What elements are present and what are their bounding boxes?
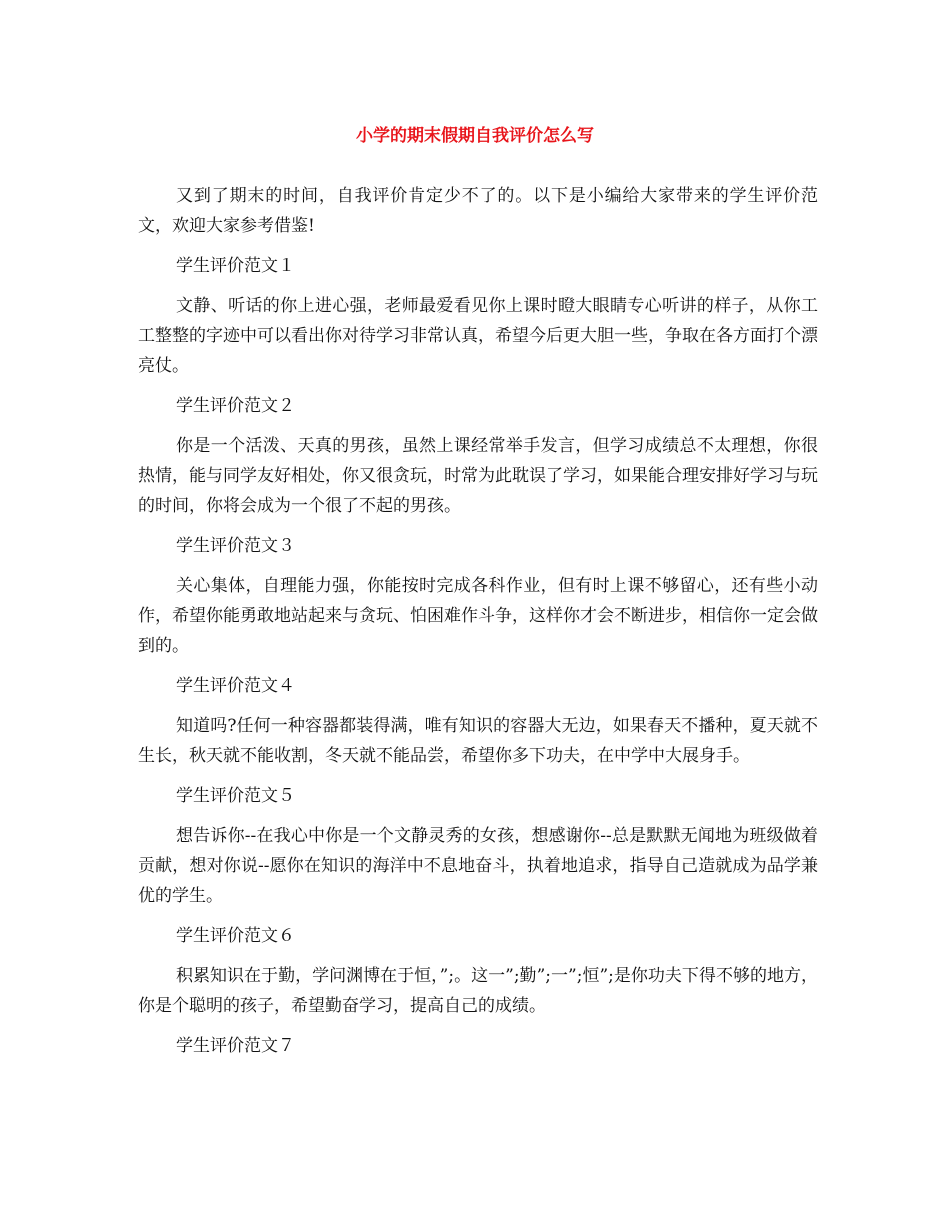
section-heading-6: 学生评价范文６: [176, 926, 295, 946]
section-text-1: 文静、听话的你上进心强，老师最爱看见你上课时瞪大眼睛专心听讲的样子，从你工工整整的字迹中可以看出你对待学习非常认真，希望今后更大胆一些，争取在各方面打个漂亮仗。: [138, 296, 818, 376]
section-heading-2: 学生评价范文２: [176, 396, 295, 416]
section-text-3: 关心集体，自理能力强，你能按时完成各科作业，但有时上课不够留心，还有些小动作，希望你能勇敢地站起来与贪玩、怕困难作斗争，这样你才会不断进步，相信你一定会做到的。: [138, 576, 818, 656]
document-body: [138, 181, 818, 1071]
section-heading-1: 学生评价范文１: [176, 256, 295, 276]
section-heading-4: 学生评价范文４: [176, 676, 295, 696]
section-heading-3: 学生评价范文３: [176, 536, 295, 556]
section-text-5: 想告诉你--在我心中你是一个文静灵秀的女孩，想感谢你--总是默默无闻地为班级做着贡献，想对你说--愿你在知识的海洋中不息地奋斗，执着地追求，指导自己造就成为品学兼优的学生。: [138, 826, 818, 906]
section-text-6: 积累知识在于勤，学问渊博在于恒，”;。这一”;勤”;一”;恒”;是你功夫下得不够的地方，你是个聪明的孩子，希望勤奋学习，提高自己的成绩。: [138, 966, 818, 1016]
section-text-4: 知道吗?任何一种容器都装得满，唯有知识的容器大无边，如果春天不播种，夏天就不生长，秋天就不能收割，冬天就不能品尝，希望你多下功夫，在中学中大展身手。: [138, 716, 818, 766]
section-heading-5: 学生评价范文５: [176, 786, 295, 806]
section-heading-7: 学生评价范文７: [176, 1036, 295, 1056]
section-text-2: 你是一个活泼、天真的男孩，虽然上课经常举手发言，但学习成绩总不太理想，你很热情，能与同学友好相处，你又很贪玩，时常为此耽误了学习，如果能合理安排好学习与玩的时间，你将会成为一个很了不起的男孩。: [138, 436, 818, 516]
intro-paragraph: 又到了期末的时间，自我评价肯定少不了的。以下是小编给大家带来的学生评价范文，欢迎大家参考借鉴!: [138, 186, 818, 236]
document-title: 小学的期末假期自我评价怎么写: [356, 126, 594, 146]
